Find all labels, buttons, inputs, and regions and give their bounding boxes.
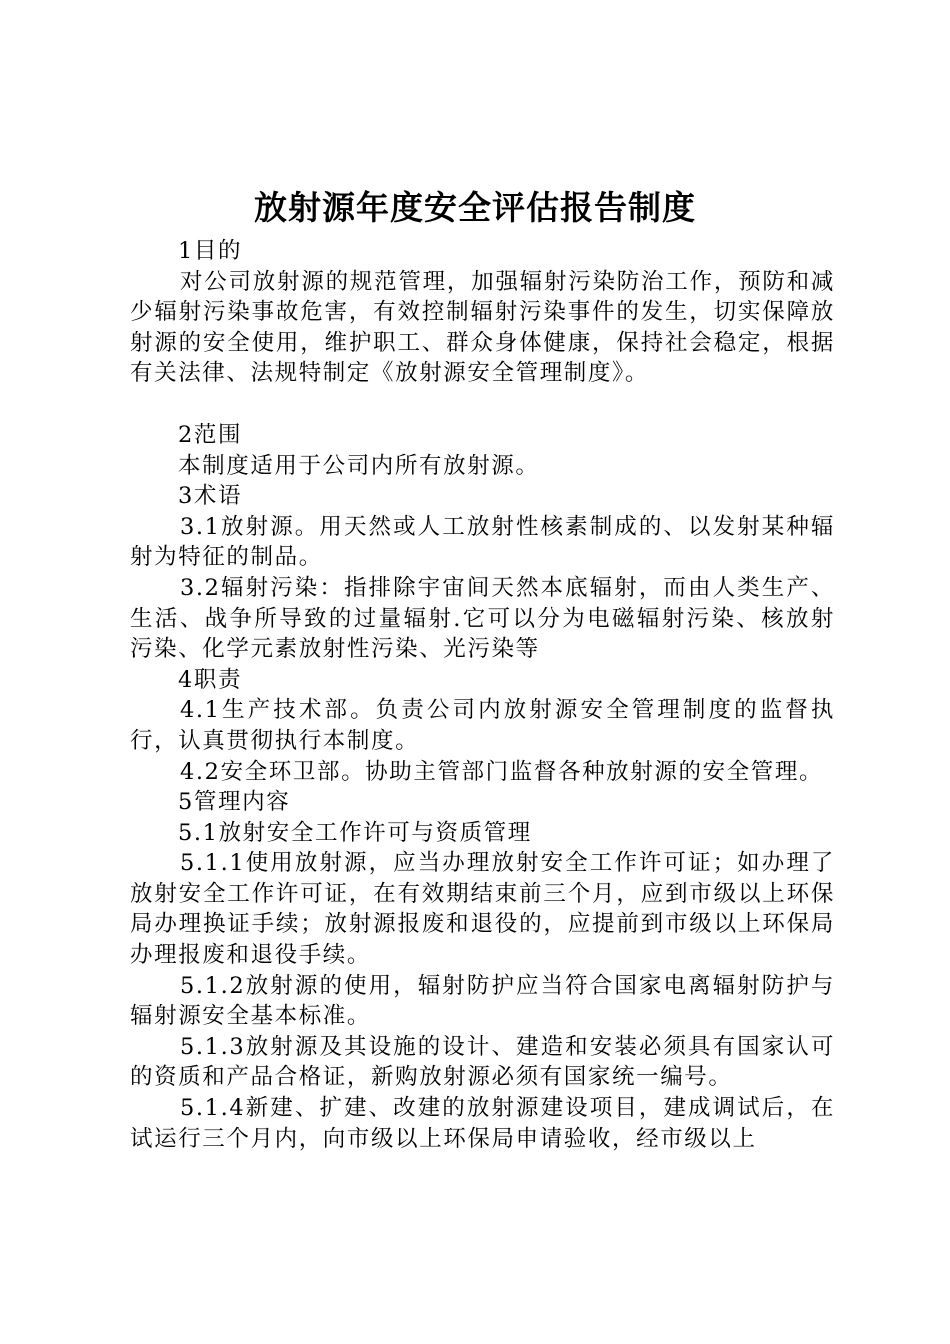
paragraph-purpose: 对公司放射源的规范管理，加强辐射污染防治工作，预防和减少辐射污染事故危害，有效控制辐射污染事件的发生，切实保障放射源的安全使用，维护职工、群众身体健康，保持社会稳定，根据有关法律、法规特制定《放射源安全管理制度》。 xyxy=(130,268,835,387)
document-title: 放射源年度安全评估报告制度 xyxy=(254,188,696,227)
section-heading-duties: 4职责 xyxy=(178,666,243,693)
section-heading-terms: 3术语 xyxy=(178,483,243,510)
subsection-heading-5-1: 5.1放射安全工作许可与资质管理 xyxy=(178,819,532,846)
section-heading-management: 5管理内容 xyxy=(178,789,291,816)
paragraph-5-1-2: 5.1.2放射源的使用，辐射防护应当符合国家电离辐射防护与辐射源安全基本标准。 xyxy=(130,972,835,1030)
document-body xyxy=(130,236,835,1154)
paragraph-duty-4-1: 4.1生产技术部。负责公司内放射源安全管理制度的监督执行，认真贯彻执行本制度。 xyxy=(130,697,835,754)
paragraph-5-1-4: 5.1.4新建、扩建、改建的放射源建设项目，建成调试后，在试运行三个月内，向市级以上环保局申请验收，经市级以上 xyxy=(130,1095,835,1152)
section-heading-scope: 2范围 xyxy=(178,421,243,448)
section-heading-purpose: 1目的 xyxy=(178,238,243,264)
paragraph-spacer xyxy=(130,389,835,420)
paragraph-term-3-1: 3.1放射源。用天然或人工放射性核素制成的、以发射某种辐射为特征的制品。 xyxy=(130,513,835,571)
paragraph-duty-4-2: 4.2安全环卫部。协助主管部门监督各种放射源的安全管理。 xyxy=(180,758,824,785)
paragraph-5-1-3: 5.1.3放射源及其设施的设计、建造和安装必须具有国家认可的资质和产品合格证，新购放射源必须有国家统一编号。 xyxy=(130,1033,835,1091)
paragraph-term-3-2: 3.2辐射污染：指排除宇宙间天然本底辐射，而由人类生产、生活、战争所导致的过量辐射.它可以分为电磁辐射污染、核放射污染、化学元素放射性污染、光污染等 xyxy=(130,574,835,663)
paragraph-5-1-1: 5.1.1使用放射源，应当办理放射安全工作许可证；如办理了放射安全工作许可证，在有效期结束前三个月，应到市级以上环保局办理换证手续；放射源报废和退役的，应提前到市级以上环保局办理报废和退役手续。 xyxy=(130,850,835,969)
paragraph-scope: 本制度适用于公司内所有放射源。 xyxy=(178,452,540,479)
